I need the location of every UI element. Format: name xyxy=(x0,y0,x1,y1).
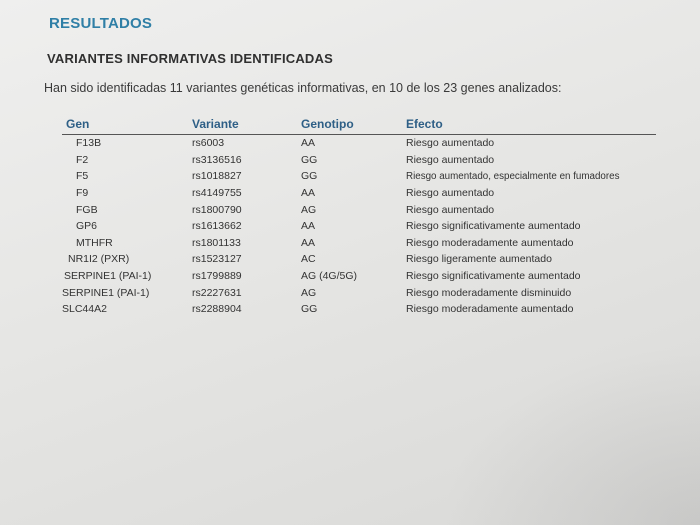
table-row xyxy=(62,201,656,218)
cell-variante: rs2227631 xyxy=(192,286,242,299)
cell-genotipo: GG xyxy=(301,153,318,166)
cell-gen: GP6 xyxy=(76,220,98,233)
cell-variante: rs6003 xyxy=(192,137,225,150)
subtitle: VARIANTES INFORMATIVAS IDENTIFICADAS xyxy=(47,51,333,66)
cell-variante: rs1799889 xyxy=(192,270,242,283)
cell-variante: rs2288904 xyxy=(192,303,242,316)
cell-gen: MTHFR xyxy=(76,236,113,249)
cell-genotipo: AG (4G/5G) xyxy=(301,270,358,283)
cell-efecto: Riesgo aumentado xyxy=(406,137,495,150)
section-title: RESULTADOS xyxy=(49,15,153,32)
cell-efecto: Riesgo aumentado, especialmente en fumadores xyxy=(406,170,620,182)
table-row xyxy=(62,284,656,301)
cell-efecto: Riesgo ligeramente aumentado xyxy=(406,253,552,266)
cell-genotipo: AA xyxy=(301,137,316,150)
cell-genotipo: AC xyxy=(301,253,316,266)
cell-efecto: Riesgo significativamente aumentado xyxy=(406,270,581,283)
cell-gen: SLC44A2 xyxy=(62,303,107,316)
page-shadow xyxy=(440,345,700,525)
cell-gen: F9 xyxy=(76,187,89,200)
cell-genotipo: AA xyxy=(301,236,316,249)
cell-gen: F5 xyxy=(76,170,89,183)
column-header-genotipo: Genotipo xyxy=(300,116,403,135)
cell-gen: NR1I2 (PXR) xyxy=(68,253,130,266)
cell-genotipo: AA xyxy=(301,220,316,233)
cell-variante: rs1523127 xyxy=(192,253,242,266)
cell-gen: SERPINE1 (PAI-1) xyxy=(62,286,150,299)
cell-gen: F2 xyxy=(76,153,89,166)
cell-efecto: Riesgo significativamente aumentado xyxy=(406,220,581,233)
cell-genotipo: GG xyxy=(301,170,318,183)
cell-genotipo: AG xyxy=(301,286,317,299)
cell-variante: rs4149755 xyxy=(192,187,242,200)
cell-gen: FGB xyxy=(76,203,98,216)
cell-genotipo: AG xyxy=(301,203,317,216)
cell-variante: rs3136516 xyxy=(192,153,242,166)
table-row xyxy=(62,185,656,202)
cell-genotipo: AA xyxy=(301,187,316,200)
column-header-efecto: Efecto xyxy=(403,116,656,135)
cell-efecto: Riesgo moderadamente aumentado xyxy=(406,303,574,316)
table-body xyxy=(62,135,656,318)
table-header-row xyxy=(62,116,656,135)
cell-variante: rs1801133 xyxy=(192,236,241,249)
cell-efecto: Riesgo aumentado xyxy=(406,153,495,166)
cell-gen: SERPINE1 (PAI-1) xyxy=(64,270,152,283)
cell-genotipo: GG xyxy=(301,303,318,316)
table-row xyxy=(62,168,656,185)
cell-variante: rs1613662 xyxy=(192,220,242,233)
table-row xyxy=(62,135,656,152)
table-row xyxy=(62,152,656,169)
table-row xyxy=(62,301,656,318)
cell-efecto: Riesgo aumentado xyxy=(406,187,495,200)
cell-gen: F13B xyxy=(76,137,102,150)
cell-efecto: Riesgo moderadamente aumentado xyxy=(406,236,574,249)
intro-text: Han sido identificadas 11 variantes genéticas informativas, en 10 de los 23 genes analizados: xyxy=(44,81,562,95)
cell-variante: rs1018827 xyxy=(192,170,242,183)
variants-table xyxy=(62,116,656,318)
cell-efecto: Riesgo moderadamente disminuido xyxy=(406,286,572,299)
column-header-gen: Gen xyxy=(62,116,189,135)
cell-efecto: Riesgo aumentado xyxy=(406,203,495,216)
table-row xyxy=(62,251,656,268)
table-row xyxy=(62,268,656,285)
column-header-variante: Variante xyxy=(189,116,300,135)
cell-variante: rs1800790 xyxy=(192,203,242,216)
table-row xyxy=(62,235,656,252)
table-row xyxy=(62,218,656,235)
